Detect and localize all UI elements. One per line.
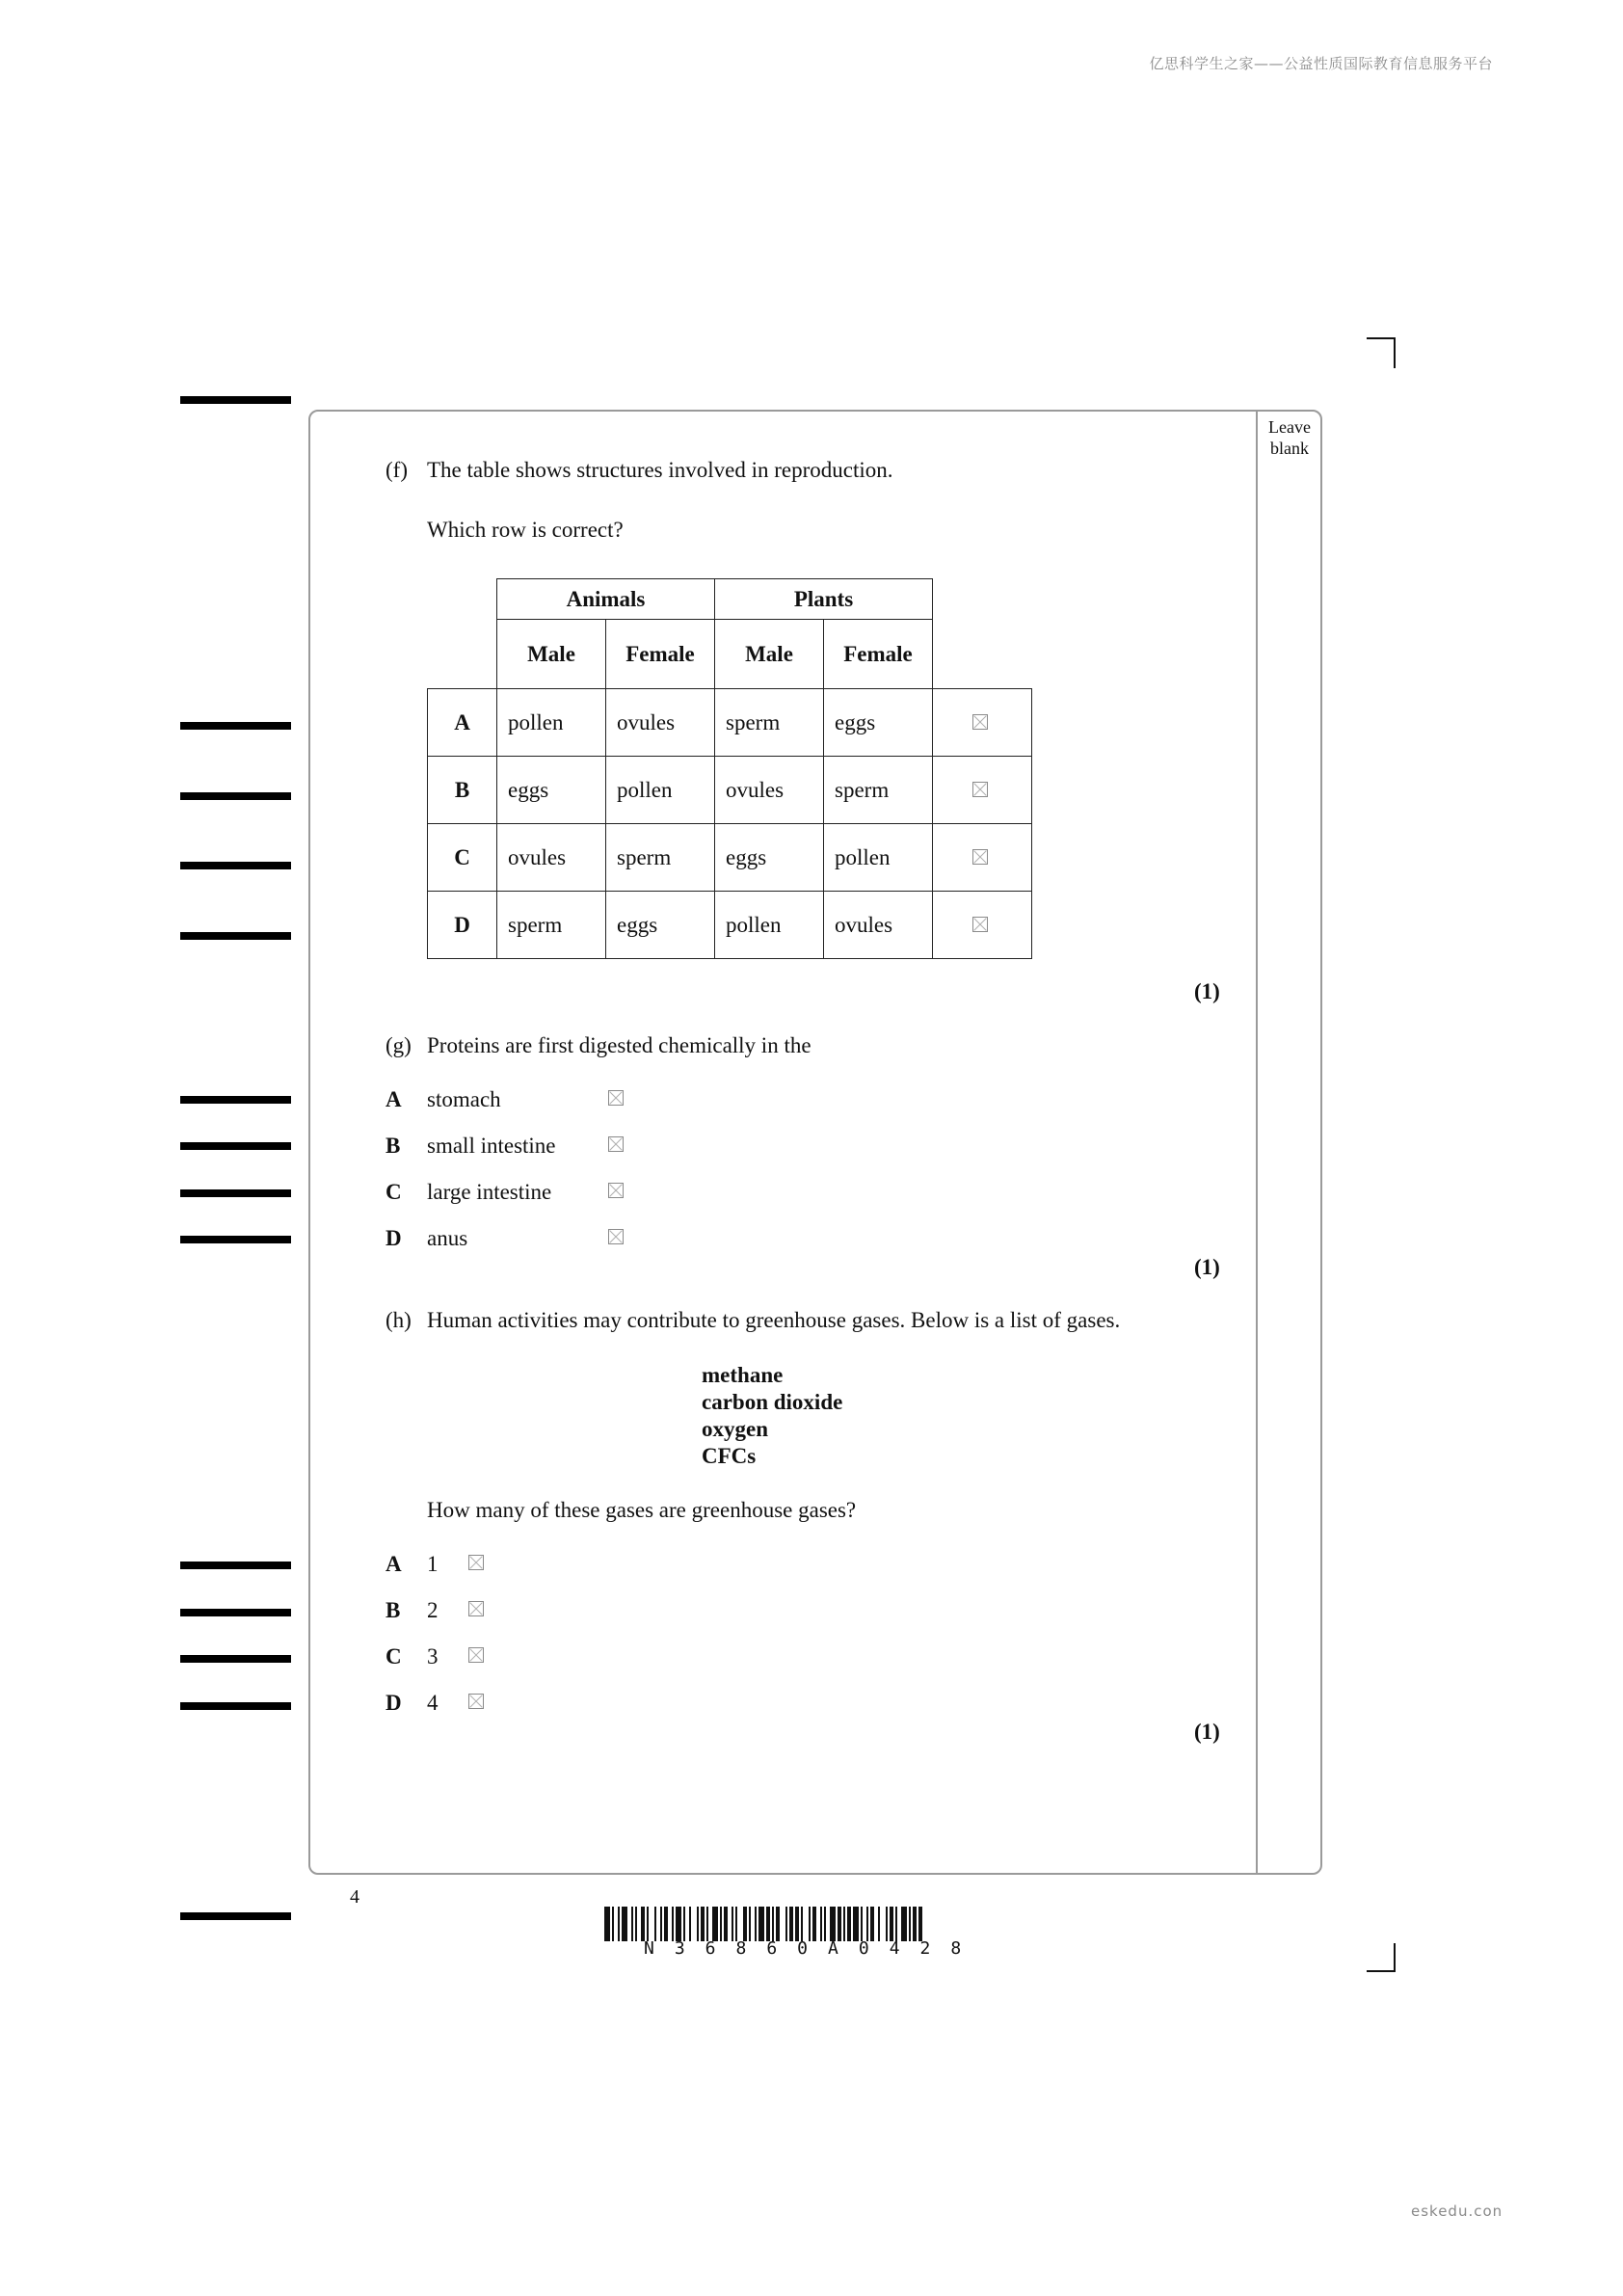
subheader-animal-male: Male: [497, 620, 606, 689]
margin-tick: [180, 1142, 291, 1150]
table-cell: pollen: [824, 824, 933, 892]
barcode-text: N36860A0428: [644, 1938, 982, 1959]
leave-blank-divider: [1256, 411, 1258, 1874]
option-text-h-a: 1: [427, 1552, 439, 1576]
table-row: [428, 689, 1032, 757]
question-h-prompt: How many of these gases are greenhouse gases?: [427, 1498, 857, 1522]
option-letter-g-c: C: [386, 1180, 402, 1204]
answer-checkbox-f-a[interactable]: [972, 714, 988, 730]
leave-blank-line1: Leave: [1268, 417, 1311, 437]
question-h-text: Human activities may contribute to greenhouse gases. Below is a list of gases.: [427, 1308, 1121, 1332]
row-letter: A: [428, 689, 497, 757]
answer-checkbox-h-c[interactable]: [468, 1647, 484, 1663]
option-text-g-c: large intestine: [427, 1180, 552, 1204]
margin-tick: [180, 1912, 291, 1920]
gas-item: oxygen: [702, 1417, 768, 1441]
margin-tick: [180, 1609, 291, 1616]
reproduction-table: [427, 578, 1032, 959]
option-letter-h-b: B: [386, 1598, 401, 1622]
table-cell: eggs: [715, 824, 824, 892]
option-letter-h-a: A: [386, 1552, 402, 1576]
option-letter-h-c: C: [386, 1644, 402, 1669]
option-letter-h-d: D: [386, 1691, 402, 1715]
question-f-text: The table shows structures involved in reproduction.: [427, 458, 893, 482]
answer-checkbox-g-d[interactable]: [608, 1229, 624, 1244]
row-letter: B: [428, 757, 497, 824]
margin-tick: [180, 1702, 291, 1710]
crop-mark-top-v: [1394, 337, 1396, 368]
question-f-label: (f): [386, 458, 408, 482]
question-g-label: (g): [386, 1033, 412, 1057]
margin-tick: [180, 1562, 291, 1569]
option-text-g-a: stomach: [427, 1087, 501, 1111]
row-letter: C: [428, 824, 497, 892]
gas-item: carbon dioxide: [702, 1390, 843, 1414]
page-number: 4: [350, 1886, 359, 1908]
table-corner-right: [933, 579, 1032, 620]
table-row: [428, 757, 1032, 824]
table-corner-right: [933, 620, 1032, 689]
leave-blank-label: [1259, 416, 1320, 459]
table-cell: eggs: [606, 892, 715, 959]
answer-checkbox-g-b[interactable]: [608, 1136, 624, 1152]
barcode-icon: [604, 1907, 1024, 1941]
subheader-plant-male: Male: [715, 620, 824, 689]
table-cell: ovules: [497, 824, 606, 892]
answer-checkbox-f-b[interactable]: [972, 782, 988, 797]
margin-tick: [180, 1096, 291, 1104]
leave-blank-line2: blank: [1270, 439, 1309, 458]
table-cell: eggs: [824, 689, 933, 757]
option-text-g-d: anus: [427, 1226, 468, 1250]
answer-checkbox-f-c[interactable]: [972, 849, 988, 865]
table-corner: [428, 620, 497, 689]
margin-tick: [180, 1236, 291, 1243]
subheader-plant-female: Female: [824, 620, 933, 689]
gas-list: [702, 1362, 842, 1470]
header-animals: Animals: [497, 579, 715, 620]
option-text-h-b: 2: [427, 1598, 439, 1622]
option-letter-g-a: A: [386, 1087, 402, 1111]
table-cell: ovules: [824, 892, 933, 959]
answer-checkbox-h-a[interactable]: [468, 1555, 484, 1570]
answer-checkbox-g-a[interactable]: [608, 1090, 624, 1106]
option-text-g-b: small intestine: [427, 1134, 556, 1158]
margin-tick: [180, 722, 291, 730]
answer-checkbox-h-b[interactable]: [468, 1601, 484, 1616]
answer-checkbox-f-d[interactable]: [972, 917, 988, 932]
table-cell: sperm: [715, 689, 824, 757]
table-cell: sperm: [824, 757, 933, 824]
table-cell: pollen: [715, 892, 824, 959]
gas-item: CFCs: [702, 1444, 757, 1468]
crop-mark-bottom-v: [1394, 1943, 1396, 1972]
question-g-marks: (1): [1194, 1255, 1220, 1279]
option-letter-g-d: D: [386, 1226, 402, 1250]
crop-mark-bottom-h: [1367, 1970, 1396, 1972]
table-row: [428, 892, 1032, 959]
bottom-watermark: eskedu.con: [1411, 2203, 1503, 2220]
margin-tick: [180, 862, 291, 869]
question-h-label: (h): [386, 1308, 412, 1332]
margin-tick: [180, 1189, 291, 1197]
answer-checkbox-h-d[interactable]: [468, 1694, 484, 1709]
header-plants: Plants: [715, 579, 933, 620]
gas-item: methane: [702, 1363, 784, 1387]
margin-tick: [180, 1655, 291, 1663]
table-cell: ovules: [606, 689, 715, 757]
option-text-h-c: 3: [427, 1644, 439, 1669]
question-h-marks: (1): [1194, 1720, 1220, 1744]
margin-tick: [180, 932, 291, 940]
subheader-animal-female: Female: [606, 620, 715, 689]
crop-mark-top-h: [1367, 337, 1396, 339]
question-f-prompt: Which row is correct?: [427, 518, 624, 542]
question-g-text: Proteins are first digested chemically in the: [427, 1033, 812, 1057]
row-letter: D: [428, 892, 497, 959]
table-cell: ovules: [715, 757, 824, 824]
top-watermark: 亿思科学生之家——公益性质国际教育信息服务平台: [1149, 55, 1493, 72]
answer-checkbox-g-c[interactable]: [608, 1183, 624, 1198]
margin-tick: [180, 792, 291, 800]
table-cell: eggs: [497, 757, 606, 824]
table-cell: pollen: [606, 757, 715, 824]
option-text-h-d: 4: [427, 1691, 439, 1715]
option-letter-g-b: B: [386, 1134, 401, 1158]
table-cell: sperm: [497, 892, 606, 959]
table-row: [428, 824, 1032, 892]
table-cell: pollen: [497, 689, 606, 757]
table-corner: [428, 579, 497, 620]
margin-tick: [180, 396, 291, 404]
table-cell: sperm: [606, 824, 715, 892]
question-f-marks: (1): [1194, 979, 1220, 1003]
